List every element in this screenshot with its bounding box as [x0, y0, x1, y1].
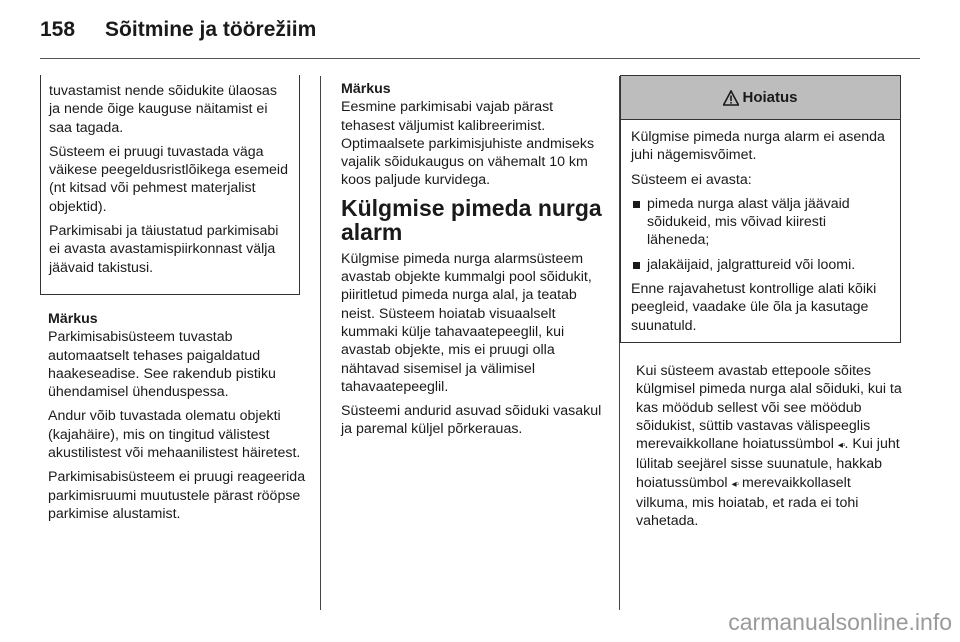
- body-paragraph: Süsteemi andurid asuvad sõiduki vasakul ja paremal küljel põrkerauas.: [341, 403, 602, 438]
- box-paragraph: Süsteem ei pruugi tuvastada väga väikese peegeldusristlõikega esemeid (nt kitsad või pehmest materjalist objektid).: [49, 143, 288, 215]
- column-3-body: [636, 362, 902, 537]
- note-text: Eesmine parkimisabi vajab pärast tehasest väljumist kalibreerimist. Optimaalsete parkimisjuhiste andmiseks vajalik sõidukaugus on vähemalt 10 km koos paljude kurvidega.: [341, 99, 595, 189]
- caution-box-continued: [40, 75, 300, 295]
- bullet-square-icon: [633, 262, 640, 269]
- warning-body: [621, 120, 900, 335]
- header-rule: [40, 58, 920, 59]
- note-title: Märkus: [341, 81, 391, 97]
- column-2: [341, 80, 607, 445]
- note-title: Märkus: [48, 311, 98, 327]
- bullet-square-icon: [633, 201, 640, 208]
- warning-closing: Enne rajavahetust kontrollige alati kõiki peegleid, vaadake üle õla ja kasutage suunatuld.: [631, 281, 877, 334]
- watermark: carmanualsonline.info: [728, 609, 952, 635]
- warning-label: Hoiatus: [742, 89, 798, 106]
- page-number: 158: [40, 18, 76, 41]
- bullet-text: jalakäijaid, jalgrattureid või loomi.: [647, 256, 856, 273]
- warning-triangle-icon: [723, 90, 739, 106]
- column-divider-1: [320, 76, 321, 610]
- bullet-item: [631, 256, 890, 274]
- body-text-part2: . Kui juht lülitab seejärel sisse suunatule, hakkab hoiatussümbol: [636, 436, 900, 491]
- warning-header: [621, 76, 900, 120]
- body-paragraph: [636, 362, 902, 531]
- box-paragraph: tuvastamist nende sõidukite ülaosas ja nende õige kauguse näitamist ei saa tagada.: [49, 83, 277, 136]
- body-text-part3: merevaikkollaselt vilkuma, mis hoiatab, et rada ei tohi vahetada.: [636, 474, 859, 530]
- section-heading: Külgmise pimeda nurga alarm: [341, 194, 602, 245]
- box-paragraph: Parkimisabi ja täiustatud parkimisabi ei avasta avastamispiirkonnast välja jäävaid takistusi.: [49, 223, 279, 276]
- warning-intro: Külgmise pimeda nurga alarm ei asenda juhi nägemisvõimet.: [631, 129, 885, 164]
- warning-lead: Süsteem ei avasta:: [631, 171, 752, 188]
- blind-spot-icon: ◂▫: [731, 478, 739, 490]
- column-1-note: [48, 310, 306, 529]
- blind-spot-icon: ◂▫: [837, 440, 845, 452]
- chapter-title: Sõitmine ja töörežiim: [105, 18, 317, 41]
- body-text-part1: Kui süsteem avastab ettepoole sõites külgmisel pimeda nurga alal sõiduki, kui ta kas möödub sellest või see möödub sõidukist, süttib vastavas välispeeglis merevaikkollane hoiatussümbol: [636, 363, 902, 453]
- note-paragraph: Parkimisabisüsteem ei pruugi reageerida parkimisruumi muutustele pärast rööpse parkimise alustamist.: [48, 469, 306, 522]
- note-paragraph: Andur võib tuvastada olematu objekti (kajahäire), mis on tingitud välistest akustilistest või mehaanilistest häiretest.: [48, 408, 301, 462]
- warning-box: [620, 75, 901, 343]
- bullet-item: [631, 195, 890, 250]
- note-paragraph: Parkimisabisüsteem tuvastab automaatselt tehases paigaldatud haakeseadise. See rakendub pistiku ühendamisel ühenduspessa.: [48, 329, 276, 401]
- body-paragraph: Külgmise pimeda nurga alarmsüsteem avastab objekte kummalgi pool sõidukit, piiritletud pimeda nurga alal, ja teatab neist. Süsteem hoiatab visuaalselt kummaki külje tahavaatepeeglil, kui avastab objekte, mis ei pruugi olla nähtavad sisemisel ja välimisel tahavaatepeeglil.: [341, 250, 592, 395]
- bullet-text: pimeda nurga alast välja jäävaid sõidukeid, mis võivad kiiresti läheneda;: [647, 195, 850, 249]
- page-header: [40, 18, 316, 48]
